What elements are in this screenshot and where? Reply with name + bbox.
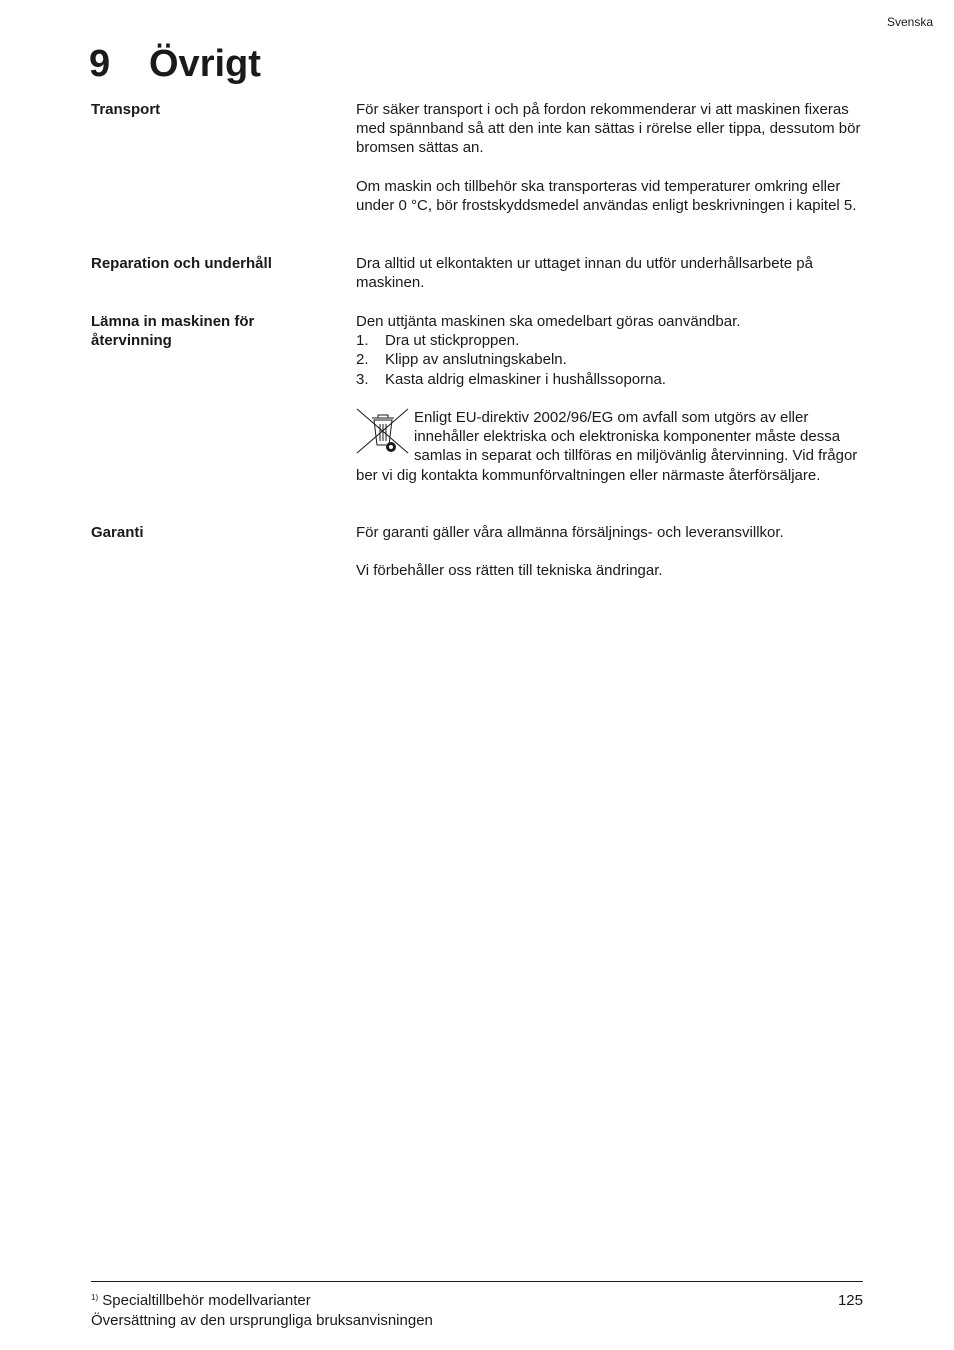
language-label: Svenska bbox=[886, 15, 933, 29]
paragraph: Dra alltid ut elkontakten ur uttaget innan du utför underhållsarbete på maskinen. bbox=[356, 255, 813, 292]
section-body bbox=[356, 312, 868, 485]
paragraph: För säker transport i och på fordon rekommenderar vi att maskinen fixeras med spännband så att den inte kan sättas i rörelse eller tippa, dessutom bör bromsen sättas an. bbox=[356, 101, 861, 157]
steps-list bbox=[356, 331, 868, 389]
section-label: Garanti bbox=[91, 524, 144, 541]
paragraph: Den uttjänta maskinen ska omedelbart göras oanvändbar. bbox=[356, 313, 741, 330]
section-body bbox=[356, 523, 868, 581]
list-item: 2. Klipp av anslutningskabeln. bbox=[356, 351, 567, 369]
chapter-title: Övrigt bbox=[149, 43, 261, 85]
footer-divider bbox=[91, 1281, 863, 1282]
crossed-out-wheelie-bin-icon bbox=[356, 408, 410, 454]
section-label: Lämna in maskinen för återvinning bbox=[91, 313, 255, 350]
section-label: Transport bbox=[91, 101, 161, 118]
translation-note: Översättning av den ursprungliga bruksanvisningen bbox=[91, 1312, 433, 1329]
paragraph: För garanti gäller våra allmänna försäljnings- och leveransvillkor. bbox=[356, 524, 784, 541]
list-item: 1. Dra ut stickproppen. bbox=[356, 332, 520, 350]
section-body bbox=[356, 254, 868, 292]
section-label: Reparation och underhåll bbox=[91, 255, 272, 272]
paragraph: Om maskin och tillbehör ska transporteras vid temperaturer omkring eller under 0 °C, bör frostskyddsmedel användas enligt beskrivningen i kapitel 5. bbox=[356, 177, 857, 214]
page-number: 125 bbox=[837, 1292, 863, 1309]
chapter-number: 9 bbox=[89, 43, 111, 85]
weee-paragraph: Enligt EU-direktiv 2002/96/EG om avfall som utgörs av eller innehåller elektriska och elektroniska komponenter måste dessa samlas in separat och tillföras en miljövänlig återvinning. Vid frågor ber vi dig kontakta kommunförvaltningen eller närmaste återförsäljare. bbox=[356, 409, 858, 484]
footnote: $^{1)}$ Specialtillbehör modellvarianter bbox=[91, 1292, 311, 1309]
list-item: 3. Kasta aldrig elmaskiner i hushållssoporna. bbox=[356, 370, 666, 388]
paragraph: Vi förbehåller oss rätten till tekniska ändringar. bbox=[356, 562, 663, 580]
chapter-heading bbox=[89, 40, 261, 88]
section-body bbox=[356, 100, 868, 215]
weee-notice bbox=[356, 408, 868, 485]
